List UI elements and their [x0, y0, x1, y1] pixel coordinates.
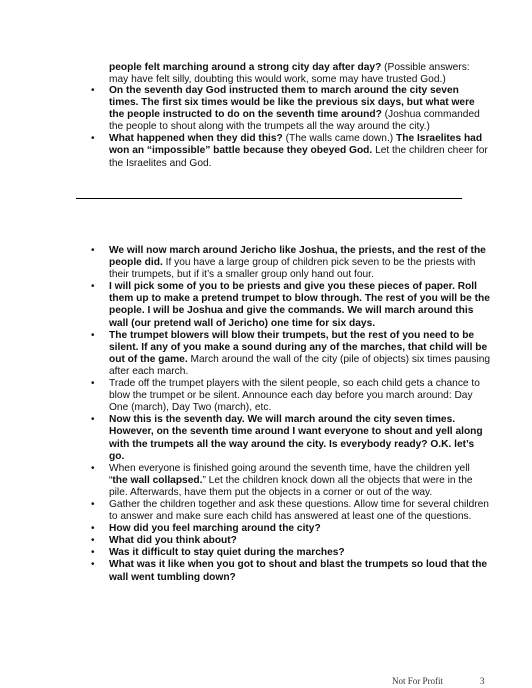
list-item	[91, 463, 491, 499]
bullet-icon: •	[91, 378, 95, 390]
bullet-icon: •	[91, 523, 95, 535]
item-bold: The trumpet blowers will blow their trumpets, but the rest of you need to be silent. If any of you make a sound during any of the marches, that child will be out of the game.	[109, 329, 488, 365]
bullet-icon: •	[91, 462, 95, 474]
item-bold: We will now march around Jericho like Joshua, the priests, and the rest of the people did.	[109, 245, 486, 269]
item-bold-2: The Israelites had won an “impossible” battle because they obeyed God.	[109, 133, 483, 157]
intro-continuation	[109, 62, 491, 86]
item-bold: Now this is the seventh day. We will march around the city seven times. However, on the seventh time around I want everyone to shout and yell along with the trumpets all the way around the city. Is everybody ready? O.K. let’s go.	[109, 414, 483, 462]
bullet-icon: •	[91, 547, 95, 559]
bullet-list-top	[91, 85, 491, 170]
bullet-icon: •	[91, 85, 95, 96]
page-number: 3	[480, 676, 485, 686]
list-item	[91, 523, 491, 535]
list-item	[91, 414, 491, 462]
list-item	[91, 330, 491, 378]
bullet-icon: •	[91, 133, 95, 145]
item-bold: What did you think about?	[109, 535, 237, 547]
intro-bold: people felt marching around a strong city day after day?	[109, 62, 382, 73]
list-item	[91, 559, 491, 583]
bullet-icon: •	[91, 281, 95, 293]
list-item	[91, 499, 491, 523]
item-bold: On the seventh day God instructed them to march around the city seven times. The first six times would be like the previous six days, but what were the people instructed to do on the seventh time around?	[109, 85, 475, 121]
bullet-icon: •	[91, 329, 95, 341]
item-normal-2: Let the children cheer for the Israelites and God.	[109, 145, 488, 169]
list-item	[91, 281, 491, 329]
bullet-icon: •	[91, 535, 95, 547]
item-normal: (The walls came down.)	[282, 133, 396, 145]
bullet-list-bottom	[91, 245, 491, 584]
item-bold: How did you feel marching around the city?	[109, 523, 321, 535]
list-item	[91, 245, 491, 281]
item-bold: What happened when they did this?	[109, 133, 283, 145]
list-item	[91, 85, 491, 133]
item-normal: March around the wall of the city (pile of objects) six times pausing after each march.	[109, 353, 491, 377]
bullet-icon: •	[91, 245, 95, 256]
item-normal: When everyone is finished going around the seventh time, have the children yell “	[109, 462, 470, 486]
list-item	[91, 378, 491, 414]
list-item	[91, 547, 491, 559]
item-bold: I will pick some of you to be priests and give you these pieces of paper. Roll them up to make a pretend trumpet to blow through. The rest of you will be the people. I will be Joshua and give the commands. We will march around this wall (our pretend wall of Jericho) one time for six days.	[109, 281, 490, 329]
section-divider	[76, 198, 462, 199]
item-normal: If you have a large group of children pick seven to be the priests with their trumpets, but if it’s a smaller group only hand out four.	[109, 257, 476, 281]
intro-normal: (Possible answers: may have felt silly, doubting this would work, some may have trusted God.)	[109, 62, 470, 86]
item-bold: What was it like when you got to shout and blast the trumpets so loud that the wall went tumbling down?	[109, 559, 488, 583]
bullet-icon: •	[91, 414, 95, 426]
item-bold-2: the wall collapsed.	[112, 474, 203, 486]
bullet-icon: •	[91, 498, 95, 510]
footer-text: Not For Profit	[392, 676, 444, 686]
item-normal: (Joshua commanded the people to shout along with the trumpets all the way around the city.)	[109, 109, 480, 133]
list-item	[91, 535, 491, 547]
bullet-icon: •	[91, 559, 95, 571]
list-item	[91, 133, 491, 169]
item-normal: Gather the children together and ask these questions. Allow time for several children to answer and make sure each child has answered at least one of the questions.	[109, 498, 489, 523]
item-bold: Was it difficult to stay quiet during the marches?	[109, 547, 345, 559]
item-normal-2: ” Let the children knock down all the objects that were in the pile. Afterwards, have them put the objects in a corner or out of the way.	[109, 474, 473, 498]
item-normal: Trade off the trumpet players with the silent people, so each child gets a chance to blow the trumpet or be silent. Announce each day before you march around: Day One (march), Day Two (march), etc.	[109, 378, 480, 414]
